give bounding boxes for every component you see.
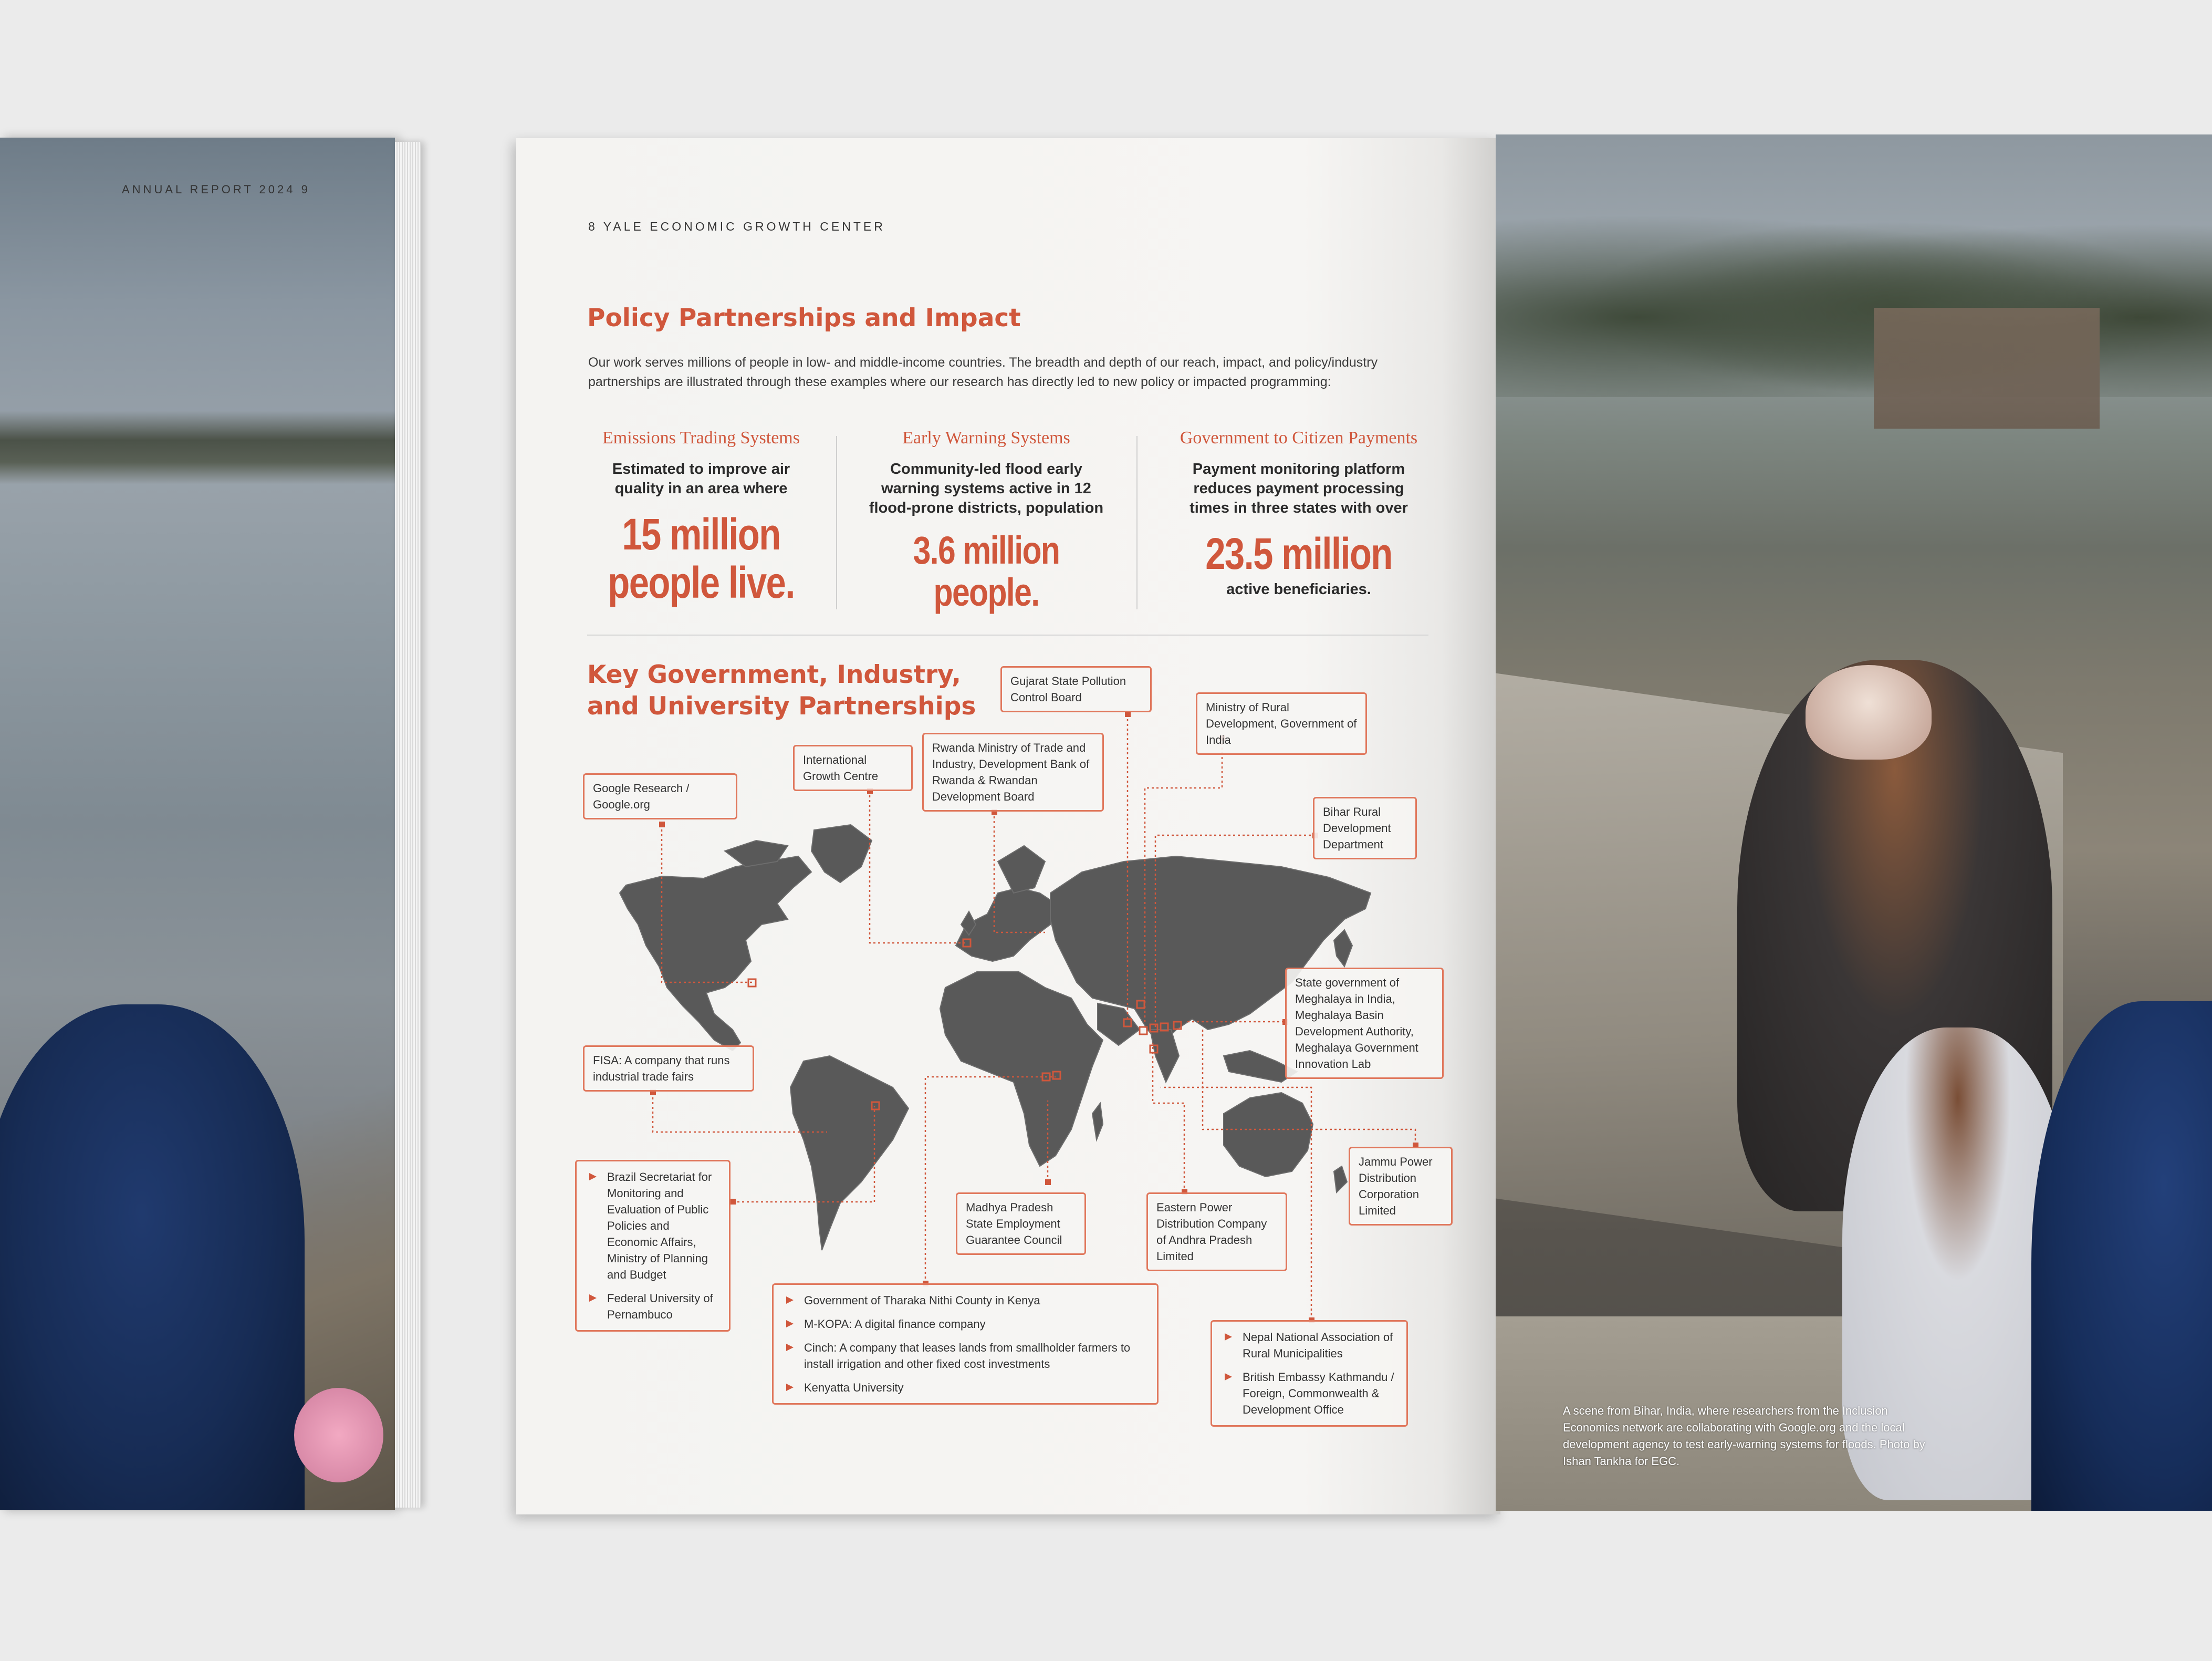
leader-line-igc	[870, 791, 966, 943]
right-page-photo	[1496, 134, 2212, 1511]
impact-column-title: Government to Citizen Payments	[1180, 428, 1418, 448]
new-zealand	[1334, 1166, 1347, 1192]
impact-figure: 3.6 million	[913, 528, 1060, 572]
partner-label-meghalaya: State government of Meghalaya in India, Meghalaya Basin Development Authority, Meghalaya Government Innovation Lab	[1285, 968, 1444, 1079]
impact-column-title: Emissions Trading Systems	[602, 428, 800, 448]
photo-caption: A scene from Bihar, India, where researchers from the Inclusion Economics network are collaborating with Google.org and the local development agency to test early-warning systems for floods. Photo by Ishan Tankha for EGC.	[1563, 1404, 1925, 1468]
impact-column-description: Estimated to improve air quality in an area where	[612, 461, 790, 497]
leader-dot	[659, 822, 665, 827]
partnerships-title-line: and University Partnerships	[587, 692, 976, 721]
indian-peninsula	[1150, 1030, 1179, 1082]
north-america	[620, 856, 811, 1051]
right-photo-flooded-house	[1874, 308, 2100, 429]
partner-label-igc: International Growth Centre	[793, 745, 913, 791]
impact-column-early-warning	[855, 428, 1118, 614]
greenland	[811, 825, 872, 883]
partner-list-item: Nepal National Association of Rural Municipalities	[1223, 1329, 1396, 1362]
left-photo-woman-shawl	[0, 1004, 305, 1510]
partner-label-rural-dev: Ministry of Rural Development, Government of India	[1196, 692, 1367, 755]
left-photo-pink-sandal	[294, 1388, 383, 1482]
impact-column-payments	[1165, 428, 1433, 598]
partnerships-title-line: Key Government, Industry,	[587, 660, 961, 689]
left-running-header: ANNUAL REPORT 2024 9	[122, 183, 310, 196]
partner-list-item: Federal University of Pernambuco	[587, 1290, 718, 1323]
world-map-land	[620, 825, 1371, 1250]
partner-list-item: Brazil Secretariat for Monitoring and Evaluation of Public Policies and Economic Affairs, Ministry of Planning and Budget	[587, 1169, 718, 1283]
impact-column-title: Early Warning Systems	[902, 428, 1070, 448]
left-photo-shoreline	[0, 411, 395, 484]
left-page-photo	[0, 138, 395, 1510]
partner-label-madhya: Madhya Pradesh State Employment Guarantee Council	[956, 1192, 1086, 1255]
right-photo-turban	[1806, 665, 1932, 760]
impact-figure-tail: people.	[933, 570, 1039, 614]
partner-label-google: Google Research / Google.org	[583, 773, 737, 819]
partner-label-bihar: Bihar Rural Development Department	[1313, 797, 1417, 859]
impact-column-emissions	[570, 428, 832, 607]
impact-figure: 15 million	[622, 510, 780, 559]
madagascar	[1092, 1103, 1103, 1140]
center-running-header: 8 YALE ECONOMIC GROWTH CENTER	[588, 220, 885, 233]
south-america	[790, 1056, 909, 1250]
impact-figure-tail: people live.	[608, 558, 795, 607]
partner-label-eastern-power: Eastern Power Distribution Company of Andhra Pradesh Limited	[1146, 1192, 1287, 1271]
intro-paragraph: Our work serves millions of people in low- and middle-income countries. The breadth and depth of our reach, impact, and policy/industry partnerships are illustrated through these examples where our research has directly led to new policy or impacted programming:	[588, 355, 1378, 389]
japan	[1334, 930, 1352, 967]
marker-madhya-pradesh	[1140, 1027, 1147, 1034]
australia	[1224, 1093, 1313, 1177]
africa	[940, 972, 1103, 1166]
partner-list-item: Kenyatta University	[784, 1379, 1146, 1396]
partner-list-item: Government of Tharaka Nithi County in Kenya	[784, 1292, 1146, 1309]
impact-column-description: Community-led flood early warning systems active in 12 flood-prone districts, population	[869, 461, 1104, 516]
leader-dot	[730, 1199, 736, 1205]
impact-figure-tail: active beneficiaries.	[1226, 581, 1371, 598]
partner-label-nepal	[1211, 1320, 1408, 1427]
partner-label-brazil	[575, 1160, 731, 1332]
partner-label-gujarat: Gujarat State Pollution Control Board	[1000, 666, 1152, 712]
partner-label-rwanda: Rwanda Ministry of Trade and Industry, Development Bank of Rwanda & Rwandan Development Board	[922, 733, 1104, 812]
partner-list-item: Cinch: A company that leases lands from smallholder farmers to install irrigation and other fixed cost investments	[784, 1340, 1146, 1372]
left-page-edges	[395, 142, 421, 1508]
scandinavia	[998, 846, 1045, 893]
impact-column-description: Payment monitoring platform reduces payment processing times in three states with over	[1190, 461, 1408, 516]
partner-list-item: British Embassy Kathmandu / Foreign, Commonwealth & Development Office	[1223, 1369, 1396, 1418]
column-divider	[836, 436, 837, 609]
partner-label-kenya	[772, 1283, 1159, 1405]
impact-figure: 23.5 million	[1205, 529, 1392, 578]
partner-label-fisa: FISA: A company that runs industrial trade fairs	[583, 1045, 754, 1092]
leader-dot	[1045, 1179, 1051, 1185]
right-photo-trees	[1496, 198, 2212, 397]
partner-list-item: M-KOPA: A digital finance company	[784, 1316, 1146, 1332]
column-divider	[1136, 436, 1138, 609]
arabian-peninsula	[1098, 1003, 1140, 1045]
partner-label-jammu: Jammu Power Distribution Corporation Limited	[1349, 1147, 1453, 1226]
section-title: Policy Partnerships and Impact	[587, 304, 1021, 333]
